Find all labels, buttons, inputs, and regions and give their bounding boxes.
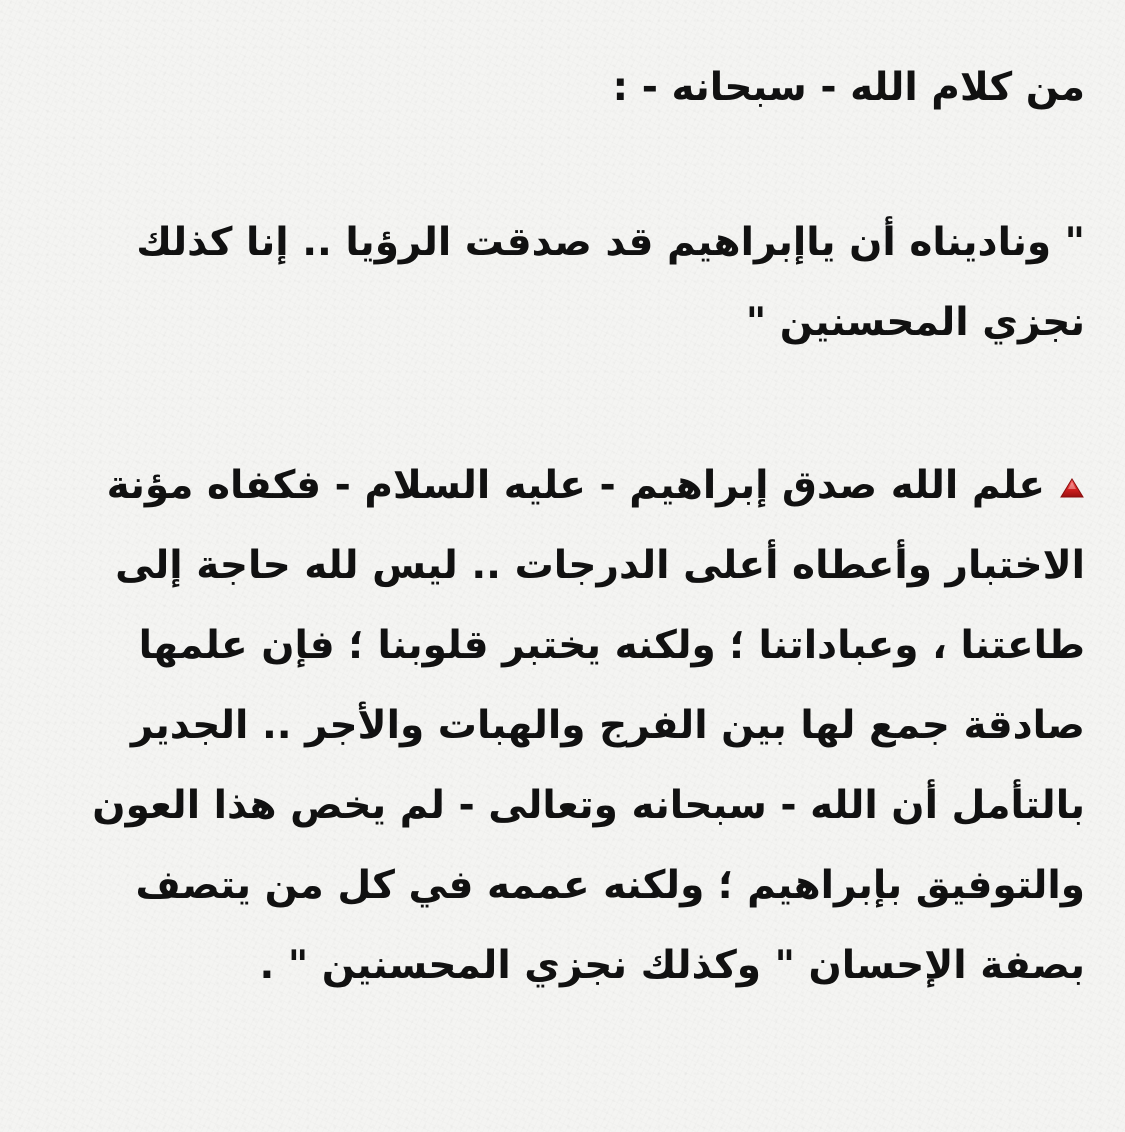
red-triangle-icon bbox=[1059, 477, 1085, 499]
quran-verse: " وناديناه أن ياإبراهيم قد صدقت الرؤيا .. إنا كذلك نجزي المحسنين " bbox=[136, 220, 1085, 345]
commentary-text: علم الله صدق إبراهيم - عليه السلام - فكفاه مؤنة الاختبار وأعطاه أعلى الدرجات .. ليس لله حاجة إلى طاعتنا ، وعباداتنا ؛ ولكنه يختبر قلوبنا ؛ فإن علمها صادقة جمع لها بين الفرج والهبات والأجر .. الجدير بالتأمل أن الله - سبحانه وتعالى - لم يخص هذا العون والتوفيق بإبراهيم ؛ ولكنه عممه في كل من يتصف بصفة الإحسان " وكذلك نجزي المحسنين " . bbox=[92, 463, 1085, 988]
note-page bbox=[40, 0, 1085, 1132]
commentary-paragraph bbox=[40, 446, 1085, 1006]
note-heading: من كلام الله - سبحانه - : bbox=[612, 65, 1085, 110]
